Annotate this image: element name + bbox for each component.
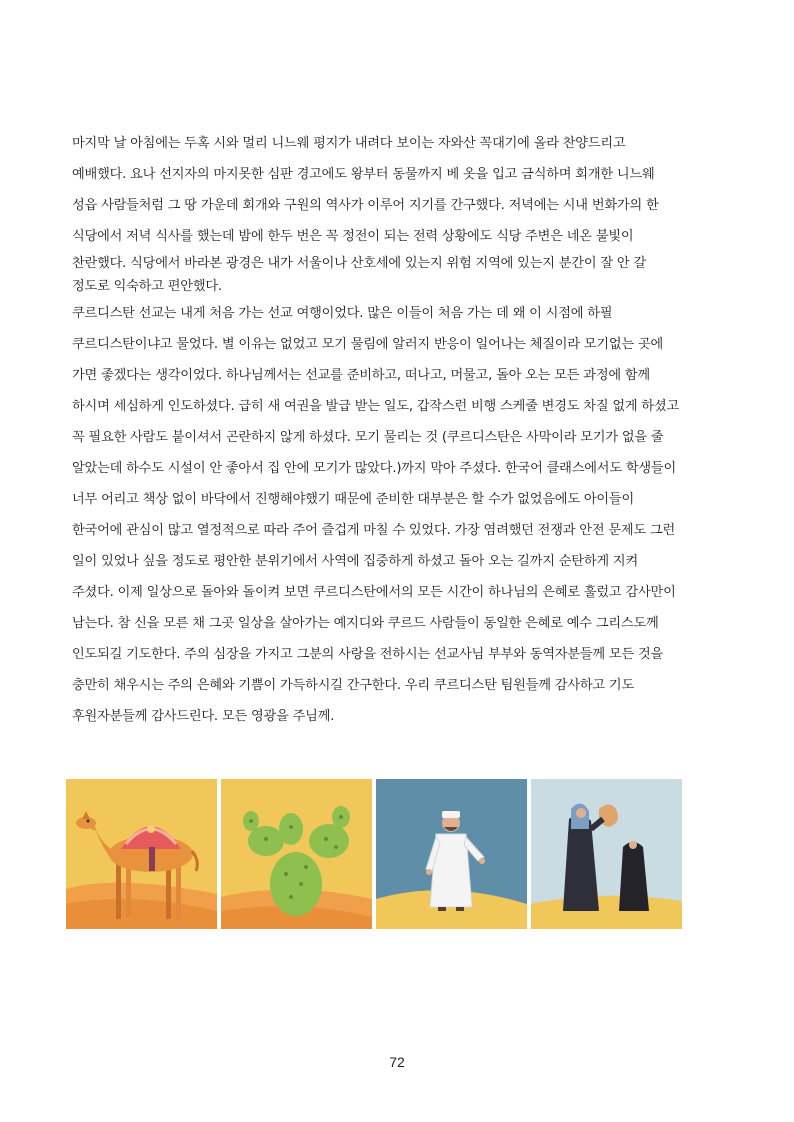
text-line: 남는다. 참 신을 모른 채 그곳 일상을 살아가는 예지디와 쿠르드 사람들이 동일한 은혜로 예수 그리스도께 [72,616,659,631]
text-line: 마지막 날 아침에는 두혹 시와 멀리 니느웨 평지가 내려다 보이는 자와산 꼭대기에 올라 찬양드리고 [72,136,626,151]
text-line: 쿠르디스탄 선교는 내게 처음 가는 선교 여행이었다. 많은 이들이 처음 가는 데 왜 이 시점에 하필 [72,306,613,321]
text-line: 주셨다. 이제 일상으로 돌아와 돌이켜 보면 쿠르디스탄에서의 모든 시간이 하나님의 은혜로 훌렀고 감사만이 [72,585,676,600]
text-line: 후원자분들께 감사드린다. 모든 영광을 주님께. [72,709,335,724]
text-line: 식당에서 저녁 식사를 했는데 밤에 한두 번은 꼭 정전이 되는 전력 상황에도 식당 주변은 네온 불빛이 [72,229,634,244]
text-line: 충만히 채우시는 주의 은혜와 기쁨이 가득하시길 간구한다. 우리 쿠르디스탄 팀원들께 감사하고 기도 [72,678,635,693]
illustration-strip [66,779,682,929]
text-line: 일이 있었나 싶을 정도로 평안한 분위기에서 사역에 집중하게 하셨고 돌아 오는 길까지 순탄하게 지켜 [72,554,638,569]
text-line: 알았는데 하수도 시설이 안 좋아서 집 안에 모기가 많았다.)까지 막아 주셨다. 한국어 클래스에서도 학생들이 [72,461,677,476]
cactus-illustration [221,779,372,929]
text-line: 성읍 사람들처럼 그 땅 가운데 회개와 구원의 역사가 이루어 지기를 간구했다. 저녁에는 시내 번화가의 한 [72,198,659,213]
women-illustration [531,779,682,929]
page-number: 72 [389,1054,405,1070]
text-line: 하시며 세심하게 인도하셨다. 급히 새 여권을 발급 받는 일도, 갑작스런 비행 스케줄 변경도 차질 없게 하셨고 [72,399,680,414]
text-line: 인도되길 기도한다. 주의 심장을 가지고 그분의 사랑을 전하시는 선교사님 부부와 동역자분들께 모든 것을 [72,647,664,662]
text-line: 찬란했다. 식당에서 바라본 광경은 내가 서울이나 산호세에 있는지 위험 지역에 있는지 분간이 잘 안 갈 [72,256,646,271]
text-line: 쿠르디스탄이냐고 물었다. 별 이유는 없었고 모기 물림에 알러지 반응이 일어나는 체질이라 모기없는 곳에 [72,337,664,352]
man-illustration [376,779,527,929]
text-line: 가면 좋겠다는 생각이었다. 하나님께서는 선교를 준비하고, 떠나고, 머물고, 돌아 오는 모든 과정에 함께 [72,368,650,383]
text-line: 예배했다. 요나 선지자의 마지못한 심판 경고에도 왕부터 동물까지 베 옷을 입고 금식하며 회개한 니느웨 [72,167,655,182]
body-text [72,128,732,732]
camel-illustration [66,779,217,929]
text-line: 한국어에 관심이 많고 열정적으로 따라 주어 즐겁게 마칠 수 있었다. 가장 염려했던 전쟁과 안전 문제도 그런 [72,523,676,538]
text-line: 꼭 필요한 사람도 붙이셔서 곤란하지 않게 하셨다. 모기 물리는 것 (쿠르디스탄은 사막이라 모기가 없을 줄 [72,430,664,445]
text-line: 정도로 익숙하고 편안했다. [72,279,222,294]
text-line: 너무 어리고 책상 없이 바닥에서 진행해야했기 때문에 준비한 대부분은 할 수가 없었음에도 아이들이 [72,492,635,507]
